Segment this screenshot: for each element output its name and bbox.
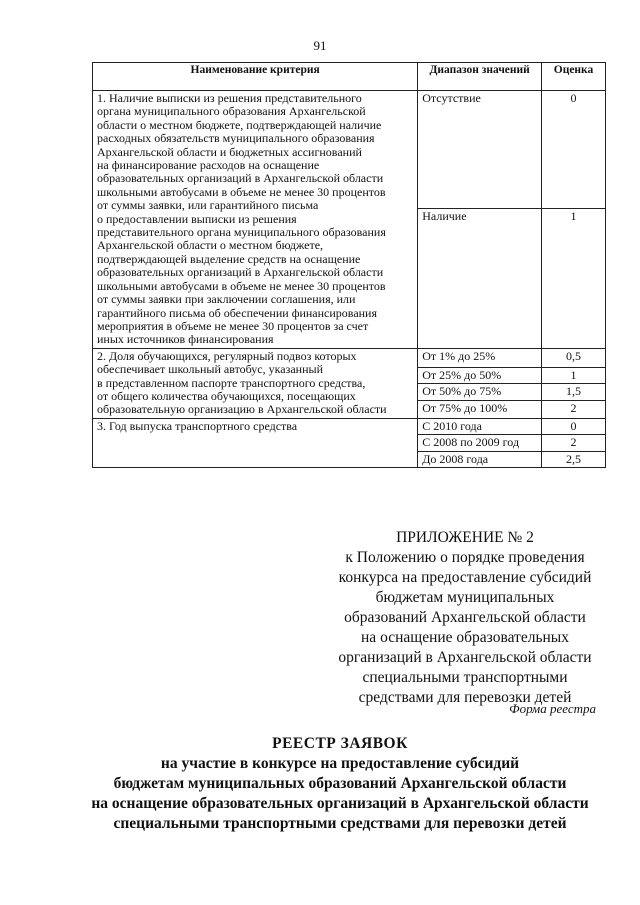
criterion-2-text: 2. Доля обучающихся, регулярный подвоз которых обеспечивает школьный автобус, указанный в представленном паспорте транспортного средства, от общего количества обучающихся, посещающих образовательную организацию в Архангельской области <box>93 348 418 418</box>
score-cell: 1,5 <box>542 384 606 400</box>
appendix-line: конкурса на предоставление субсидий <box>338 569 592 586</box>
score-cell: 0 <box>542 418 606 434</box>
score-cell: 0,5 <box>542 348 606 367</box>
registry-line: бюджетам муниципальных образований Архангельской области <box>113 775 567 792</box>
appendix-title: ПРИЛОЖЕНИЕ № 2 <box>396 529 534 546</box>
appendix-line: к Положению о порядке проведения <box>345 549 585 566</box>
form-note: Форма реестра <box>509 701 596 716</box>
appendix-line: специальными транспортными <box>362 669 568 686</box>
score-cell: 2,5 <box>542 451 606 467</box>
registry-title: РЕЕСТР ЗАЯВОК <box>272 735 408 752</box>
registry-heading <box>60 734 620 834</box>
appendix-line: на оснащение образовательных <box>361 629 569 646</box>
range-cell: Наличие <box>418 208 542 348</box>
score-cell: 2 <box>542 435 606 451</box>
appendix-line: образований Архангельской области <box>344 609 586 626</box>
criterion-3-text: 3. Год выпуска транспортного средства <box>93 418 418 467</box>
range-cell: От 75% до 100% <box>418 400 542 418</box>
range-cell: С 2008 по 2009 год <box>418 435 542 451</box>
appendix-line: бюджетам муниципальных <box>375 589 555 606</box>
page-number: 91 <box>313 38 327 53</box>
criterion-1-text: 1. Наличие выписки из решения представительного органа муниципального образования Архангельской области о местном бюджете, подтверждающей наличие расходных обязательств муниципального образования Архангельской области и бюджетных ассигнований на финансирование расходов на оснащение образовательных организаций в Архангельской области школьными автобусами в объеме не менее 30 процентов от суммы заявки, или гарантийного письма о предоставлении выписки из решения представительного органа муниципального образования Архангельской области о местном бюджете, подтверждающей выделение средств на оснащение образовательных организаций в Архангельской области школьными автобусами в объеме не менее 30 процентов от суммы заявки при заключении соглашения, или гарантийного письма об обеспечении финансирования мероприятия в объеме не менее 30 процентов за счет иных источников финансирования <box>93 91 418 349</box>
range-cell: С 2010 года <box>418 418 542 434</box>
score-cell: 2 <box>542 400 606 418</box>
header-criterion: Наименование критерия <box>93 63 418 91</box>
score-cell: 1 <box>542 208 606 348</box>
header-score: Оценка <box>542 63 606 91</box>
table-header-row <box>93 63 606 91</box>
table-row <box>93 418 606 434</box>
range-cell: До 2008 года <box>418 451 542 467</box>
appendix-line: средствами для перевозки детей <box>358 689 572 706</box>
range-cell: От 50% до 75% <box>418 384 542 400</box>
header-range: Диапазон значений <box>418 63 542 91</box>
score-cell: 0 <box>542 91 606 209</box>
range-cell: Отсутствие <box>418 91 542 209</box>
appendix-line: организаций в Архангельской области <box>338 649 592 666</box>
table-row <box>93 348 606 367</box>
registry-line: на участие в конкурсе на предоставление субсидий <box>160 755 520 772</box>
registry-line: на оснащение образовательных организаций в Архангельской области <box>91 795 589 812</box>
registry-line: специальными транспортными средствами для перевозки детей <box>113 815 567 832</box>
score-cell: 1 <box>542 367 606 383</box>
table-row <box>93 91 606 209</box>
range-cell: От 25% до 50% <box>418 367 542 383</box>
criteria-table <box>92 62 606 468</box>
appendix-block <box>330 528 600 708</box>
range-cell: От 1% до 25% <box>418 348 542 367</box>
